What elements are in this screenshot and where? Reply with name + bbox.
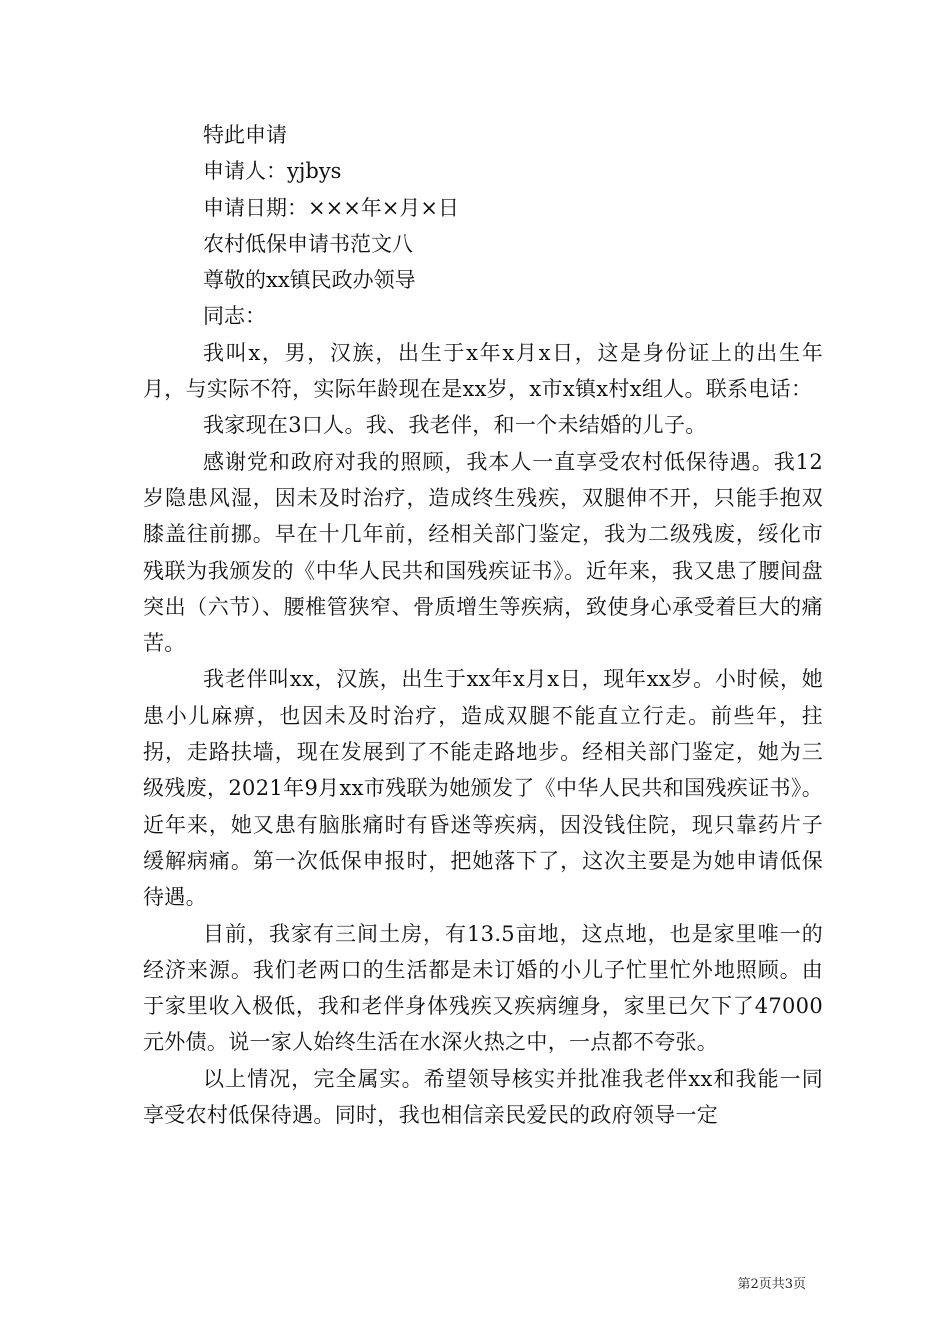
paragraph: 目前，我家有三间土房，有13.5亩地，这点地，也是家里唯一的经济来源。我们老两口的生活都是未订婚的小儿子忙里忙外地照顾。由于家里收入极低，我和老伴身体残疾又疾病缠身，家里已欠下了47000元外债。说一家人始终生活在水深火热之中，一点都不夸张。 (143, 921, 823, 1055)
salutation-suffix: 同志： (203, 304, 266, 329)
closing-line: 特此申请 (203, 123, 287, 147)
paragraph: 我叫x，男，汉族，出生于x年x月x日，这是身份证上的出生年月，与实际不符，实际年龄现在是xx岁，x市x镇x村x组人。联系电话： (143, 340, 823, 402)
paragraph: 以上情况，完全属实。希望领导核实并批准我老伴xx和我能一同享受农村低保待遇。同时，我也相信亲民爱民的政府领导一定 (143, 1066, 823, 1128)
page-number-footer: 第2页共3页 (737, 1277, 806, 1292)
section-title: 农村低保申请书范文八 (203, 231, 413, 256)
paragraph: 我老伴叫xx，汉族，出生于xx年x月x日，现年xx岁。小时候，她患小儿麻痹，也因未及时治疗，造成双腿不能直立行走。前些年，拄拐，走路扶墙，现在发展到了不能走路地步。经相关部门鉴定，她为三级残废，2021年9月xx市残联为她颁发了《中华人民共和国残疾证书》。近年来，她又患有脑胀痛时有昏迷等疾病，因没钱住院，现只靠药片子缓解病痛。第一次低保申报时，把她落下了，这次主要是为她申请低保待遇。 (143, 667, 823, 910)
applicant-line: 申请人：yjbys (203, 159, 342, 184)
salutation-line: 尊敬的xx镇民政办领导 (203, 268, 416, 293)
document-body (143, 117, 823, 1133)
paragraph: 感谢党和政府对我的照顾，我本人一直享受农村低保待遇。我12岁隐患风湿，因未及时治疗，造成终生残疾，双腿伸不开，只能手抱双膝盖往前挪。早在十几年前，经相关部门鉴定，我为二级残废，绥化市残联为我颁发的《中华人民共和国残疾证书》。近年来，我又患了腰间盘突出（六节）、腰椎管狭窄、骨质增生等疾病，致使身心承受着巨大的痛苦。 (143, 449, 823, 656)
paragraph: 我家现在3口人。我、我老伴，和一个未结婚的儿子。 (203, 413, 707, 438)
application-date-line: 申请日期：×××年×月×日 (203, 195, 459, 220)
